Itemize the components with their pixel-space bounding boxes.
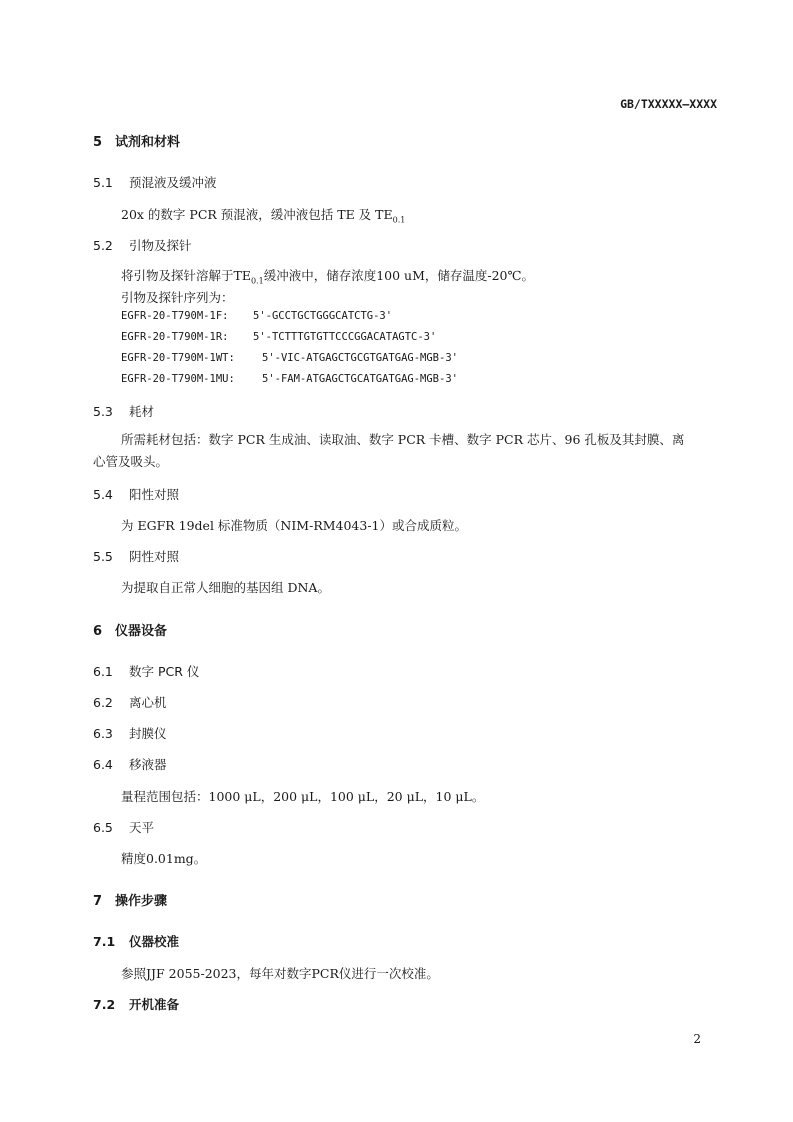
section-title: 仪器校准 [129,934,180,949]
primer-list-title: 引物及探针序列为： [121,290,234,305]
section-number: 5.2 [93,238,113,253]
section-title: 开机准备 [129,997,180,1012]
primer-sequence: 5'-TCTTTGTGTTCCCGGACATAGTC-3' [253,331,437,343]
section-number: 6.5 [93,820,113,835]
section-title: 阴性对照 [129,549,180,564]
section-7-1-text: 参照JJF 2055-2023，每年对数字PCR仪进行一次校准。 [121,966,439,981]
section-number: 6.1 [93,664,113,679]
section-5-1-text: 20x 的数字 PCR 预混液，缓冲液包括 TE 及 $TE_{0.1}$ [121,207,406,225]
section-5-2-heading [93,236,192,254]
section-6-1-heading [93,662,199,680]
section-title: 预混液及缓冲液 [129,175,217,190]
section-5-heading [93,131,180,150]
document-header-code: GB/TXXXXX—XXXX [620,97,717,111]
section-title: 耗材 [129,404,155,419]
section-5-3-heading [93,402,154,420]
section-title: 仪器设备 [115,624,168,639]
section-6-2-heading [93,693,167,711]
section-title: 数字 PCR 仪 [129,664,200,679]
primer-sequence: 5'-GCCTGCTGGGCATCTG-3' [253,310,393,322]
section-number: 6.4 [93,757,113,772]
primer-name: EGFR-20-T790M-1MU: [121,373,235,385]
section-5-5-heading [93,547,179,565]
section-number: 7 [93,894,103,909]
section-title: 离心机 [129,695,167,710]
section-number: 6 [93,624,103,639]
section-6-4-heading [93,755,167,773]
section-title: 移液器 [129,757,167,772]
section-5-5-text: 为提取自正常人细胞的基因组 DNA。 [121,580,330,595]
section-7-heading [93,890,167,909]
section-number: 5.1 [93,175,113,190]
section-title: 引物及探针 [129,238,192,253]
primer-name: EGFR-20-T790M-1WT: [121,352,235,364]
section-5-3-text: 所需耗材包括：数字 PCR 生成油、读取油、数字 PCR 卡槽、数字 PCR 芯片、96 孔板及其封膜、离心管及吸头。 [93,432,685,469]
section-number: 7.2 [93,997,116,1012]
page-number: 2 [693,1032,701,1046]
section-number: 7.1 [93,934,116,949]
section-title: 封膜仪 [129,726,167,741]
section-number: 6.2 [93,695,113,710]
section-title: 阳性对照 [129,487,180,502]
section-number: 5 [93,135,103,150]
section-number: 5.3 [93,404,113,419]
primer-name: EGFR-20-T790M-1F: [121,310,229,322]
section-5-1-heading [93,173,217,191]
section-5-2-text: 将引物及探针溶解于$TE_{0.1}$缓冲液中，储存浓度100 uM，储存温度-20℃。 [121,268,534,286]
section-title: 试剂和材料 [115,135,181,150]
section-5-4-text: 为 EGFR 19del 标准物质（NIM-RM4043-1）或合成质粒。 [121,518,468,533]
section-title: 天平 [129,820,155,835]
section-number: 5.5 [93,549,113,564]
primer-name: EGFR-20-T790M-1R: [121,331,229,343]
section-5-4-heading [93,485,179,503]
primer-row [121,331,436,343]
section-6-3-heading [93,724,167,742]
section-number: 5.4 [93,487,113,502]
section-6-5-text: 精度0.01mg。 [121,851,207,866]
primer-row [121,373,458,385]
primer-row [121,310,392,322]
section-6-4-text: 量程范围包括：1000 μL，200 μL，100 μL，20 μL，10 μL。 [121,789,485,804]
section-7-2-heading [93,995,179,1013]
section-7-1-heading [93,932,179,950]
primer-row [121,352,458,364]
primer-sequence: 5'-VIC-ATGAGCTGCGTGATGAG-MGB-3' [262,352,458,364]
section-6-heading [93,620,167,639]
section-number: 6.3 [93,726,113,741]
section-6-5-heading [93,818,154,836]
primer-sequence: 5'-FAM-ATGAGCTGCATGATGAG-MGB-3' [262,373,458,385]
section-title: 操作步骤 [115,894,168,909]
